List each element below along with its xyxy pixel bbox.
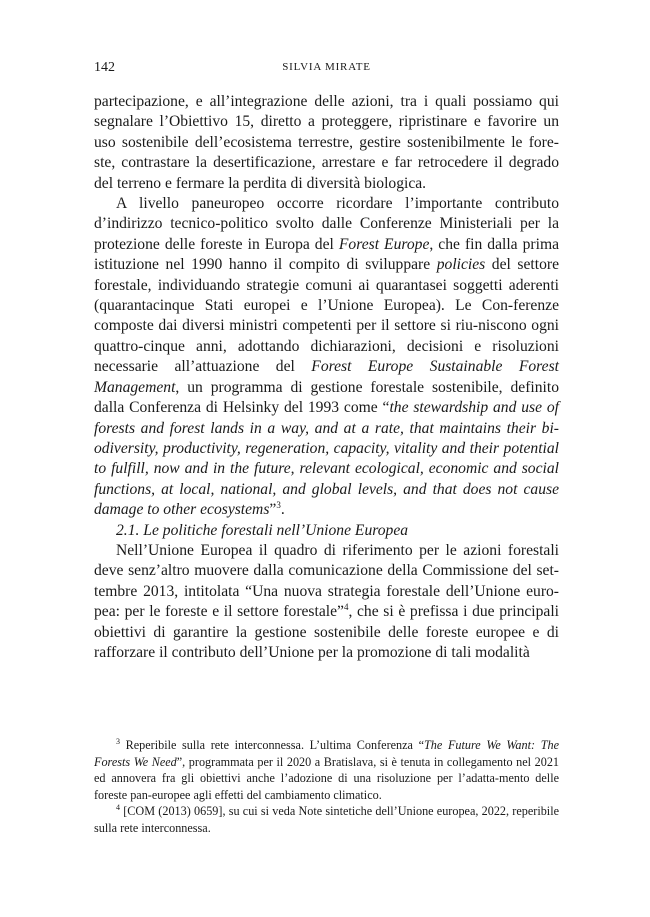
paragraph-2-text: , che fin dalla prima istituzione nel 1990 hanno il compito di sviluppare [94,235,560,274]
footnote-text: Reperibile sulla rete interconnessa. L’ultima Conferenza “ [120,738,425,752]
running-head [94,60,559,78]
paragraph-2-text: , un programma di gestione forestale sostenibile, definito dalla Conferenza di Helsinky del 1993 come “ [94,378,559,417]
paragraph-3-text: Nell’Unione Europea il quadro di riferimento per le azioni forestali deve senz’altro muovere dalla comunicazione della Commissione del set-tembre 2013, intitolata “Una nuova strategia forestale dell’Unione euro-pea: per le foreste e il settore forestale” [94,541,559,621]
body-text [94,92,559,663]
paragraph-3 [94,541,559,663]
policies-term: policies [436,256,486,274]
footnote-text: [COM (2013) 0659], su cui si veda Note sintetiche dell’Unione europea, 2022, reperibile sulla rete interconnessa. [94,804,559,835]
paragraph-2-text: . [280,501,285,519]
paragraph-2-text: ” [269,501,277,519]
paragraph-1: partecipazione, e all’integrazione delle azioni, tra i quali possiamo qui segnalare l’Obiettivo 15, diretto a proteggere, ripristinare e favorire un uso sostenibile dell’ecosistema terrestre, gestire sostenibilmente le fore-ste, contrastare la desertificazione, arrestare e far retrocedere il degrado del terreno e fermare la perdita di diversità biologica. [94,93,559,192]
footnote-text: ”, programmata per il 2020 a Bratislava, si è tenuta in collegamento nel 2021 ed annovera fra gli obiettivi anche l’adozione di una risoluzione per l’adatta-mento delle foreste pan-europee agli effetti del cambiamento climatico. [94,754,560,802]
footnote-4 [94,803,559,836]
paragraph-2-text: A livello paneuropeo occorre ricordare l’importante contributo d’indirizzo tecnico-politico svolto dalle Conferenze Ministeriali per la protezione delle foreste in Europa del [94,195,559,253]
page-number: 142 [94,60,115,75]
footnote-ref-4: 4 [343,601,349,612]
fesfm-term: Forest Europe Sustainable Forest Management [94,358,559,396]
footnote-ref-3: 3 [276,499,281,510]
footnote-mark: 3 [116,736,120,746]
helsinki-definition-quote: the stewardship and use of forests and forest lands in a way, and at a rate, that maintains their bi-odiversity, productivity, regeneration, capacity, vitality and their potential to fulfill, now and in the future, relevant ecological, economic and social functions, at local, national, and global levels, and that does not cause damage to other ecosystems [94,399,559,519]
paragraph-2 [94,194,559,521]
paragraph-3-text: , che si è prefissa i due principali obiettivi di garantire la gestione sostenibile delle foreste europee e di rafforzare il contributo dell’Unione per la promozione di tali modalità [94,603,560,661]
paragraph-2-text: del settore forestale, individuando strategie comuni ai quarantasei soggetti aderenti (quarantacinque Stati europei e l’Unione Europea). Le Con-ferenze composte dai diversi ministri competenti per il settore si riu-niscono ogni quattro-cinque anni, adottando dichiarazioni, decisioni e risoluzioni necessarie all’attuazione del [94,256,559,376]
section-heading: 2.1. Le politiche forestali nell’Unione Europea [116,521,409,539]
footnote-3 [94,737,559,803]
footnote-mark: 4 [116,803,120,813]
footnotes [94,737,559,837]
conference-title: The Future We Want: The Forests We Need [94,738,559,769]
forest-europe-term: Forest Europe [338,235,430,253]
running-head-author: SILVIA MIRATE [282,61,371,73]
